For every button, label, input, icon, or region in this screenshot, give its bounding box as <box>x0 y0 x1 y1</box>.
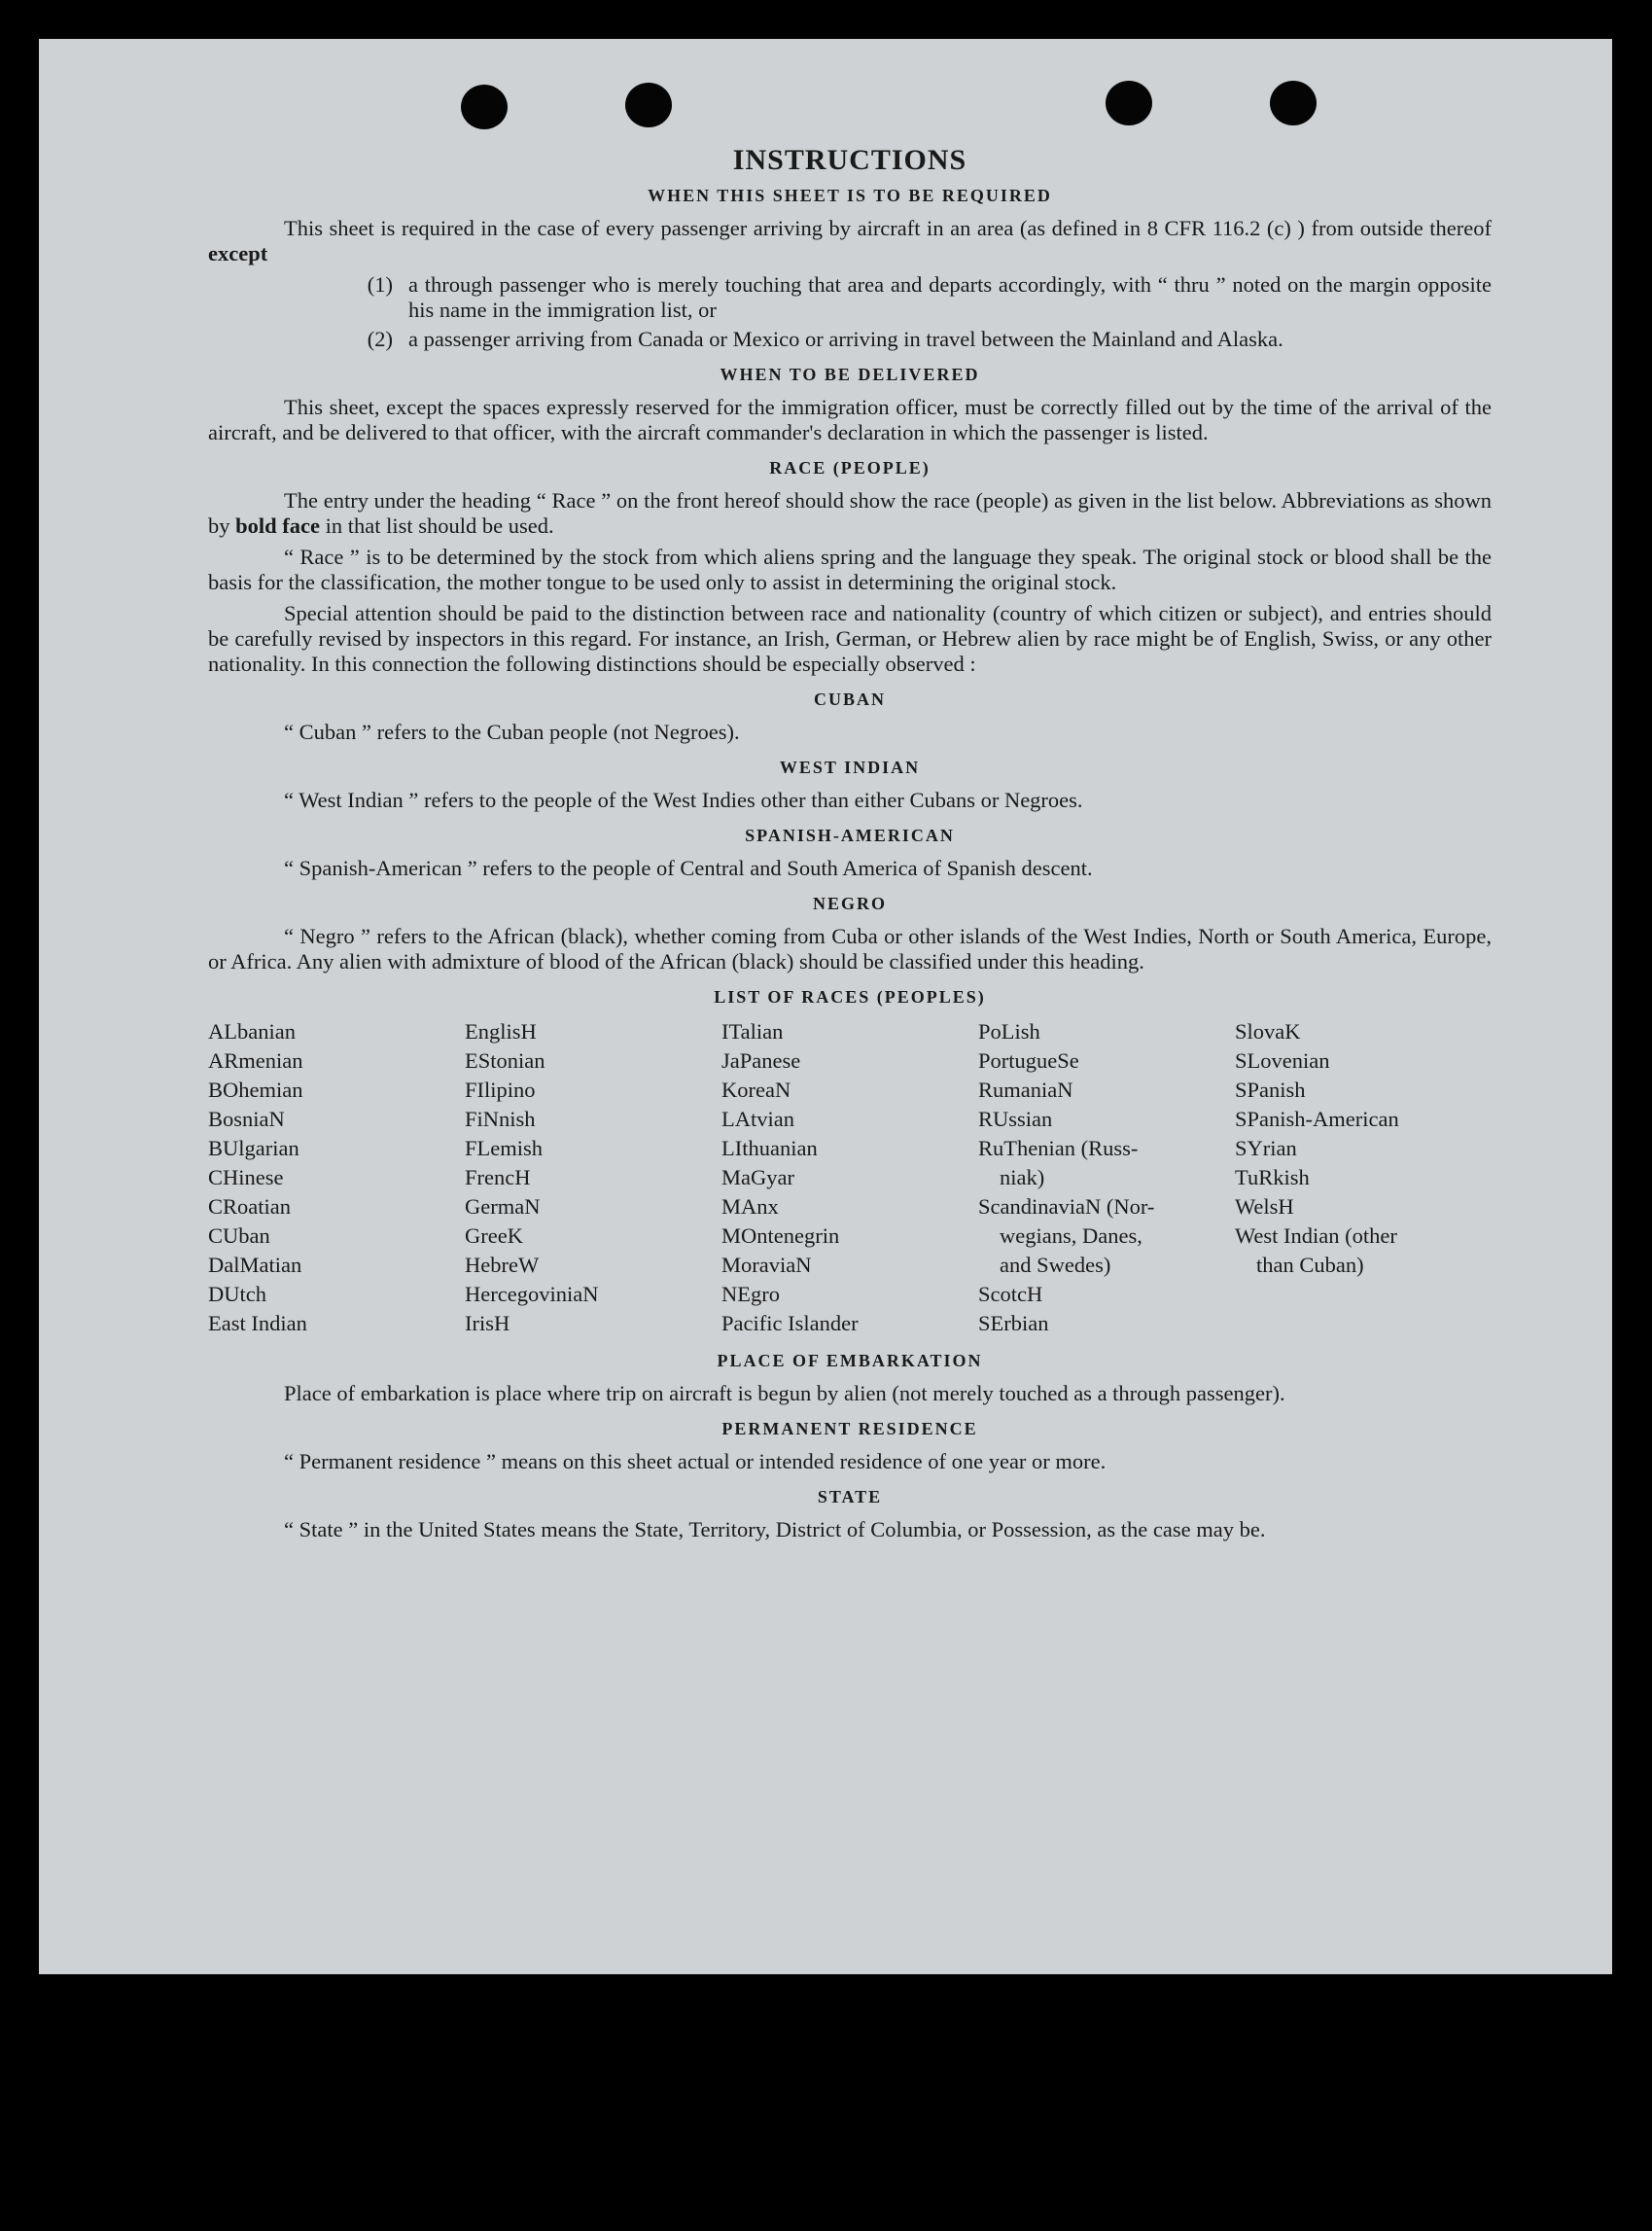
heading-west-indian: WEST INDIAN <box>779 758 921 777</box>
punch-hole <box>1270 81 1317 125</box>
race-entry: LAtvian <box>721 1107 794 1131</box>
race-entry: CUban <box>208 1223 270 1248</box>
race-entry: HebreW <box>465 1253 540 1277</box>
when-required-intro: This sheet is required in the case of every passenger arriving by aircraft in an area (as defined in 8 CFR 116.2 (c) ) from outside thereof except <box>208 216 1492 266</box>
race-entry: FrencH <box>465 1165 531 1189</box>
race-entry: and Swedes) <box>1000 1253 1111 1277</box>
punch-hole <box>625 83 672 127</box>
race-entry: NEgro <box>721 1282 780 1306</box>
race-paragraph-1: The entry under the heading “ Race ” on the front hereof should show the race (people) as given in the list below. Abbreviations as shown by bold face in that list should be used. <box>208 488 1492 538</box>
race-entry: Pacific Islander <box>721 1311 859 1335</box>
cuban-text: “ Cuban ” refers to the Cuban people (not Negroes). <box>284 720 740 744</box>
race-entry: SYrian <box>1235 1136 1297 1160</box>
race-entry: BosniaN <box>208 1107 285 1131</box>
document-sheet <box>39 39 1612 1974</box>
race-entry: PoLish <box>978 1019 1040 1044</box>
state-text: “ State ” in the United States means the State, Territory, District of Columbia, or Possession, as the case may be. <box>284 1517 1266 1541</box>
west-indian-text: “ West Indian ” refers to the people of the West Indies other than either Cubans or Negroes. <box>284 788 1083 812</box>
embarkation-text: Place of embarkation is place where trip on aircraft is begun by alien (not merely touched as a through passenger). <box>284 1381 1285 1405</box>
race-entry: CHinese <box>208 1165 284 1189</box>
race-entry: WelsH <box>1235 1194 1294 1219</box>
list-item: (2) a passenger arriving from Canada or Mexico or arriving in travel between the Mainland and Alaska. <box>367 327 1283 351</box>
punch-hole <box>1106 81 1152 125</box>
punch-hole <box>461 85 508 129</box>
heading-race: RACE (PEOPLE) <box>769 458 931 478</box>
race-entry: BUlgarian <box>208 1136 299 1160</box>
race-entry: ScandinaviaN (Nor- <box>978 1194 1155 1219</box>
instructions-content <box>208 144 1492 1548</box>
race-entry: HercegoviniaN <box>465 1282 599 1306</box>
race-entry: niak) <box>1000 1165 1045 1189</box>
race-entry: KoreaN <box>721 1078 791 1102</box>
race-column <box>1235 1017 1492 1338</box>
race-entry: than Cuban) <box>1256 1253 1364 1277</box>
race-entry: SPanish <box>1235 1078 1306 1102</box>
heading-cuban: CUBAN <box>813 690 886 709</box>
race-column <box>721 1017 978 1338</box>
race-entry: West Indian (other <box>1235 1223 1397 1248</box>
race-entry: IrisH <box>465 1311 510 1335</box>
page-title: INSTRUCTIONS <box>732 144 967 176</box>
race-column <box>208 1017 465 1338</box>
heading-list-of-races: LIST OF RACES (PEOPLES) <box>714 987 986 1007</box>
race-entry: PortugueSe <box>978 1048 1079 1073</box>
race-column <box>978 1017 1235 1338</box>
race-entry: East Indian <box>208 1311 307 1335</box>
race-entry: MOntenegrin <box>721 1223 840 1248</box>
race-entry: EStonian <box>465 1048 545 1073</box>
heading-when-required: WHEN THIS SHEET IS TO BE REQUIRED <box>648 186 1052 205</box>
race-entry: ARmenian <box>208 1048 303 1073</box>
race-entry: MoraviaN <box>721 1253 812 1277</box>
race-entry: SLovenian <box>1235 1048 1330 1073</box>
race-entry: RuThenian (Russ- <box>978 1136 1139 1160</box>
race-column <box>465 1017 721 1338</box>
race-entry: JaPanese <box>721 1048 801 1073</box>
heading-embarkation: PLACE OF EMBARKATION <box>717 1351 983 1370</box>
race-paragraph-2: “ Race ” is to be determined by the stock from which aliens spring and the language they speak. The original stock or blood shall be the basis for the classification, the mother tongue to be used only to assist in determining the original stock. <box>208 545 1492 594</box>
race-entry: FLemish <box>465 1136 544 1160</box>
race-entry: SErbian <box>978 1311 1049 1335</box>
race-entry: SlovaK <box>1235 1019 1301 1044</box>
race-entry: ScotcH <box>978 1282 1043 1306</box>
race-entry: BOhemian <box>208 1078 303 1102</box>
heading-residence: PERMANENT RESIDENCE <box>721 1419 978 1438</box>
race-paragraph-3: Special attention should be paid to the distinction between race and nationality (country of which citizen or subject), and entries should be carefully revised by inspectors in this regard. For instance, an Irish, German, or Hebrew alien by race might be of English, Swiss, or any other nationality. In this connection the following distinctions should be especially observed : <box>208 601 1492 676</box>
heading-negro: NEGRO <box>812 894 887 913</box>
race-entry: wegians, Danes, <box>1000 1223 1142 1248</box>
when-delivered-text: This sheet, except the spaces expressly reserved for the immigration officer, must be correctly filled out by the time of the arrival of the aircraft, and be delivered to that officer, with the aircraft commander's declaration in which the passenger is listed. <box>208 395 1492 444</box>
race-entry: SPanish-American <box>1235 1107 1399 1131</box>
heading-when-delivered: WHEN TO BE DELIVERED <box>720 365 980 384</box>
heading-spanish-american: SPANISH-AMERICAN <box>745 826 955 845</box>
residence-text: “ Permanent residence ” means on this sheet actual or intended residence of one year or more. <box>284 1449 1107 1473</box>
race-entry: EnglisH <box>465 1019 537 1044</box>
race-entry: ITalian <box>721 1019 784 1044</box>
race-entry: RumaniaN <box>978 1078 1073 1102</box>
negro-text: “ Negro ” refers to the African (black), whether coming from Cuba or other islands of the West Indies, North or South America, Europe, or Africa. Any alien with admixture of blood of the African (black) should be classified under this heading. <box>208 924 1492 974</box>
race-entry: MaGyar <box>721 1165 794 1189</box>
race-entry: MAnx <box>721 1194 779 1219</box>
race-entry: GreeK <box>465 1223 523 1248</box>
race-entry: FIlipino <box>465 1078 536 1102</box>
races-list <box>208 1017 1492 1338</box>
heading-state: STATE <box>817 1487 883 1506</box>
race-entry: RUssian <box>978 1107 1053 1131</box>
race-entry: DalMatian <box>208 1253 302 1277</box>
race-entry: CRoatian <box>208 1194 291 1219</box>
race-entry: ALbanian <box>208 1019 296 1044</box>
list-item: (1) a through passenger who is merely touching that area and departs accordingly, with “ thru ” noted on the margin opposite his name in the immigration list, or <box>367 272 1492 322</box>
race-entry: TuRkish <box>1235 1165 1310 1189</box>
race-entry: DUtch <box>208 1282 266 1306</box>
spanish-american-text: “ Spanish-American ” refers to the people of Central and South America of Spanish descent. <box>284 856 1093 880</box>
race-entry: GermaN <box>465 1194 541 1219</box>
race-entry: LIthuanian <box>721 1136 818 1160</box>
race-entry: FiNnish <box>465 1107 536 1131</box>
